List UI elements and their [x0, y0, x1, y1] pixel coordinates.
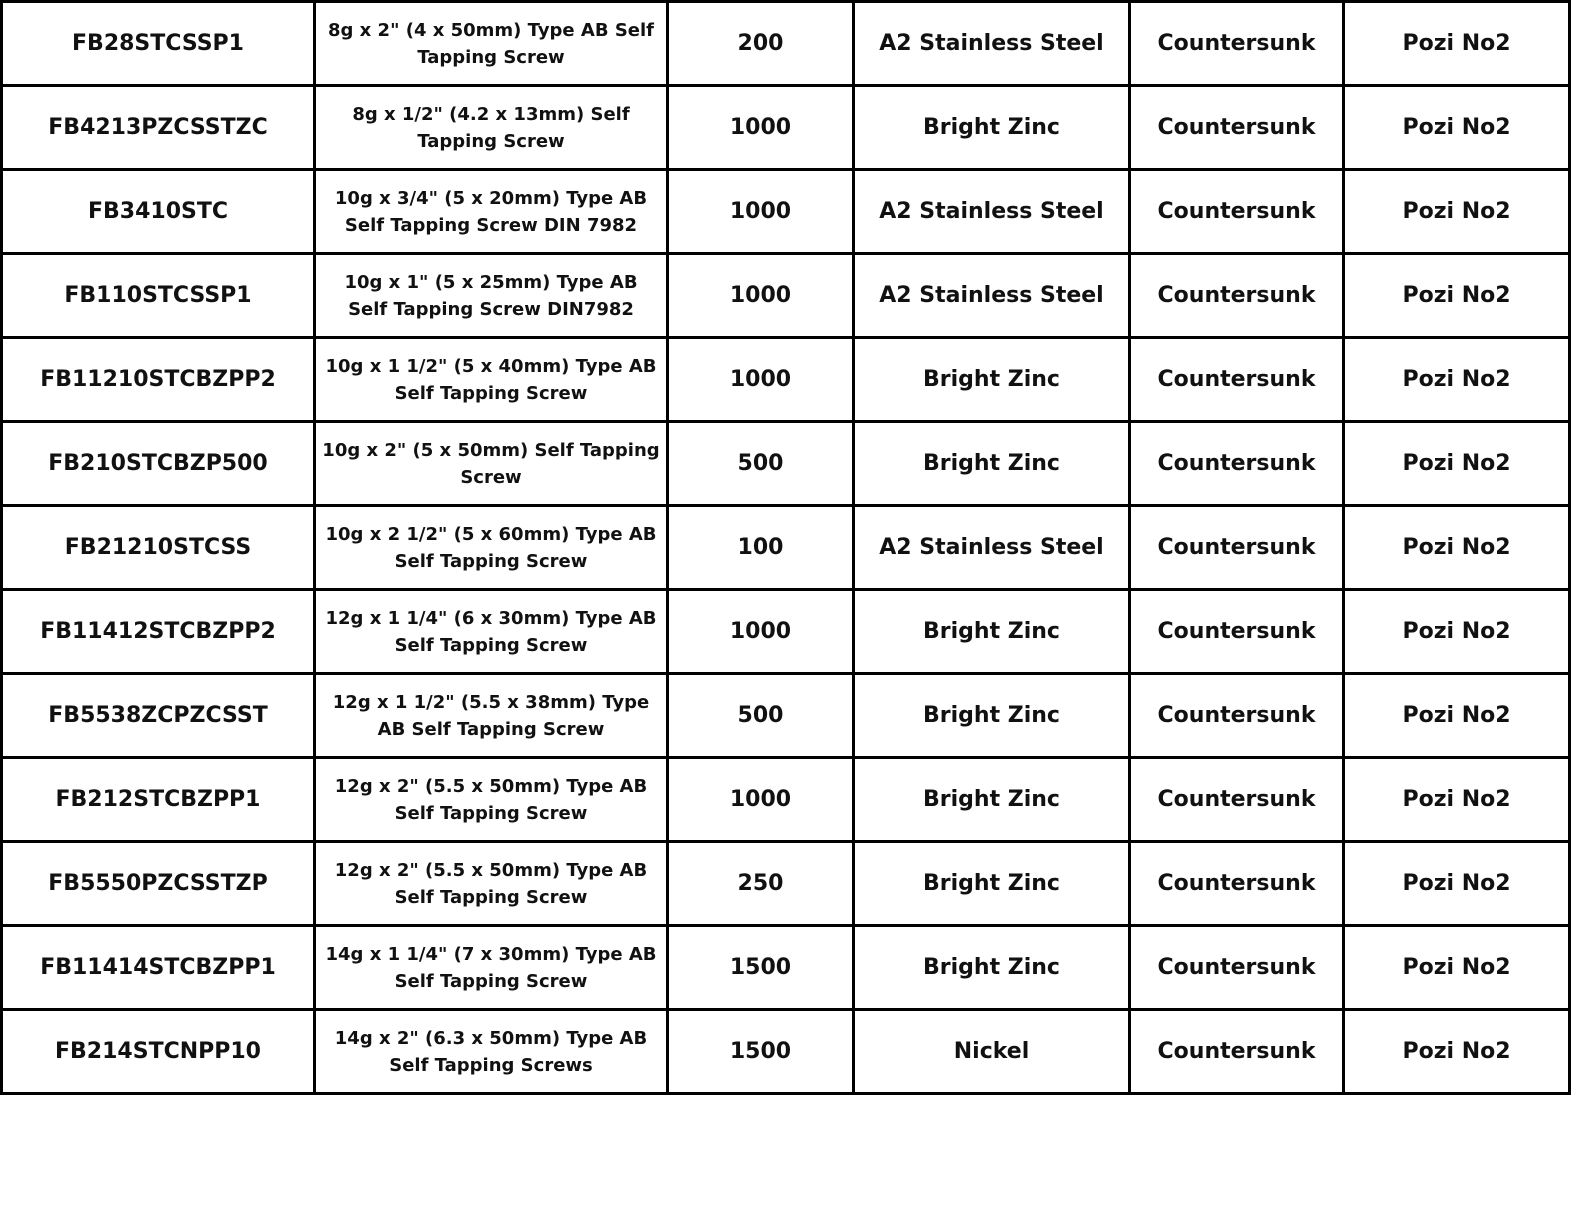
head-type: Countersunk [1130, 758, 1344, 842]
material-finish: Bright Zinc [854, 842, 1130, 926]
drive-type: Pozi No2 [1344, 86, 1570, 170]
pack-quantity: 1000 [668, 338, 854, 422]
drive-type: Pozi No2 [1344, 842, 1570, 926]
material-finish: A2 Stainless Steel [854, 254, 1130, 338]
pack-quantity: 250 [668, 842, 854, 926]
head-type: Countersunk [1130, 338, 1344, 422]
head-type: Countersunk [1130, 842, 1344, 926]
material-finish: Bright Zinc [854, 758, 1130, 842]
table-row [2, 170, 1570, 254]
product-description: 8g x 1/2" (4.2 x 13mm) Self Tapping Screw [315, 86, 668, 170]
table-row [2, 758, 1570, 842]
product-code: FB11210STCBZPP2 [2, 338, 315, 422]
table-row [2, 590, 1570, 674]
head-type: Countersunk [1130, 674, 1344, 758]
drive-type: Pozi No2 [1344, 926, 1570, 1010]
table-body [2, 2, 1570, 1094]
drive-type: Pozi No2 [1344, 2, 1570, 86]
pack-quantity: 1000 [668, 170, 854, 254]
product-code: FB214STCNPP10 [2, 1010, 315, 1094]
material-finish: Bright Zinc [854, 338, 1130, 422]
head-type: Countersunk [1130, 170, 1344, 254]
table-row [2, 1010, 1570, 1094]
product-description: 10g x 2 1/2" (5 x 60mm) Type AB Self Tapping Screw [315, 506, 668, 590]
drive-type: Pozi No2 [1344, 254, 1570, 338]
drive-type: Pozi No2 [1344, 170, 1570, 254]
head-type: Countersunk [1130, 590, 1344, 674]
product-description: 10g x 3/4" (5 x 20mm) Type AB Self Tapping Screw DIN 7982 [315, 170, 668, 254]
material-finish: Nickel [854, 1010, 1130, 1094]
product-code: FB5550PZCSSTZP [2, 842, 315, 926]
table-row [2, 422, 1570, 506]
product-code: FB11414STCBZPP1 [2, 926, 315, 1010]
material-finish: Bright Zinc [854, 674, 1130, 758]
head-type: Countersunk [1130, 422, 1344, 506]
table-row [2, 506, 1570, 590]
head-type: Countersunk [1130, 2, 1344, 86]
product-description: 10g x 1" (5 x 25mm) Type AB Self Tapping Screw DIN7982 [315, 254, 668, 338]
table-row [2, 2, 1570, 86]
material-finish: Bright Zinc [854, 926, 1130, 1010]
table-row [2, 926, 1570, 1010]
drive-type: Pozi No2 [1344, 506, 1570, 590]
product-description: 10g x 1 1/2" (5 x 40mm) Type AB Self Tapping Screw [315, 338, 668, 422]
product-description: 8g x 2" (4 x 50mm) Type AB Self Tapping Screw [315, 2, 668, 86]
pack-quantity: 1500 [668, 1010, 854, 1094]
head-type: Countersunk [1130, 254, 1344, 338]
drive-type: Pozi No2 [1344, 338, 1570, 422]
product-description: 14g x 1 1/4" (7 x 30mm) Type AB Self Tapping Screw [315, 926, 668, 1010]
material-finish: A2 Stainless Steel [854, 506, 1130, 590]
product-code: FB28STCSSP1 [2, 2, 315, 86]
product-code: FB3410STC [2, 170, 315, 254]
drive-type: Pozi No2 [1344, 674, 1570, 758]
table-row [2, 842, 1570, 926]
product-description: 12g x 2" (5.5 x 50mm) Type AB Self Tapping Screw [315, 758, 668, 842]
product-code: FB21210STCSS [2, 506, 315, 590]
pack-quantity: 100 [668, 506, 854, 590]
pack-quantity: 1000 [668, 86, 854, 170]
product-description: 12g x 1 1/4" (6 x 30mm) Type AB Self Tapping Screw [315, 590, 668, 674]
product-code: FB110STCSSP1 [2, 254, 315, 338]
pack-quantity: 1000 [668, 254, 854, 338]
drive-type: Pozi No2 [1344, 758, 1570, 842]
head-type: Countersunk [1130, 506, 1344, 590]
pack-quantity: 500 [668, 422, 854, 506]
head-type: Countersunk [1130, 86, 1344, 170]
product-description: 12g x 1 1/2" (5.5 x 38mm) Type AB Self Tapping Screw [315, 674, 668, 758]
drive-type: Pozi No2 [1344, 590, 1570, 674]
pack-quantity: 1500 [668, 926, 854, 1010]
product-code: FB11412STCBZPP2 [2, 590, 315, 674]
material-finish: Bright Zinc [854, 86, 1130, 170]
product-code: FB4213PZCSSTZC [2, 86, 315, 170]
product-code: FB210STCBZP500 [2, 422, 315, 506]
material-finish: Bright Zinc [854, 422, 1130, 506]
pack-quantity: 500 [668, 674, 854, 758]
pack-quantity: 1000 [668, 590, 854, 674]
material-finish: A2 Stainless Steel [854, 170, 1130, 254]
table-row [2, 86, 1570, 170]
drive-type: Pozi No2 [1344, 1010, 1570, 1094]
pack-quantity: 1000 [668, 758, 854, 842]
table-row [2, 338, 1570, 422]
product-code: FB212STCBZPP1 [2, 758, 315, 842]
table-row [2, 254, 1570, 338]
product-code: FB5538ZCPZCSST [2, 674, 315, 758]
head-type: Countersunk [1130, 1010, 1344, 1094]
product-description: 12g x 2" (5.5 x 50mm) Type AB Self Tapping Screw [315, 842, 668, 926]
table-row [2, 674, 1570, 758]
head-type: Countersunk [1130, 926, 1344, 1010]
material-finish: Bright Zinc [854, 590, 1130, 674]
drive-type: Pozi No2 [1344, 422, 1570, 506]
material-finish: A2 Stainless Steel [854, 2, 1130, 86]
pack-quantity: 200 [668, 2, 854, 86]
product-description: 14g x 2" (6.3 x 50mm) Type AB Self Tapping Screws [315, 1010, 668, 1094]
product-description: 10g x 2" (5 x 50mm) Self Tapping Screw [315, 422, 668, 506]
